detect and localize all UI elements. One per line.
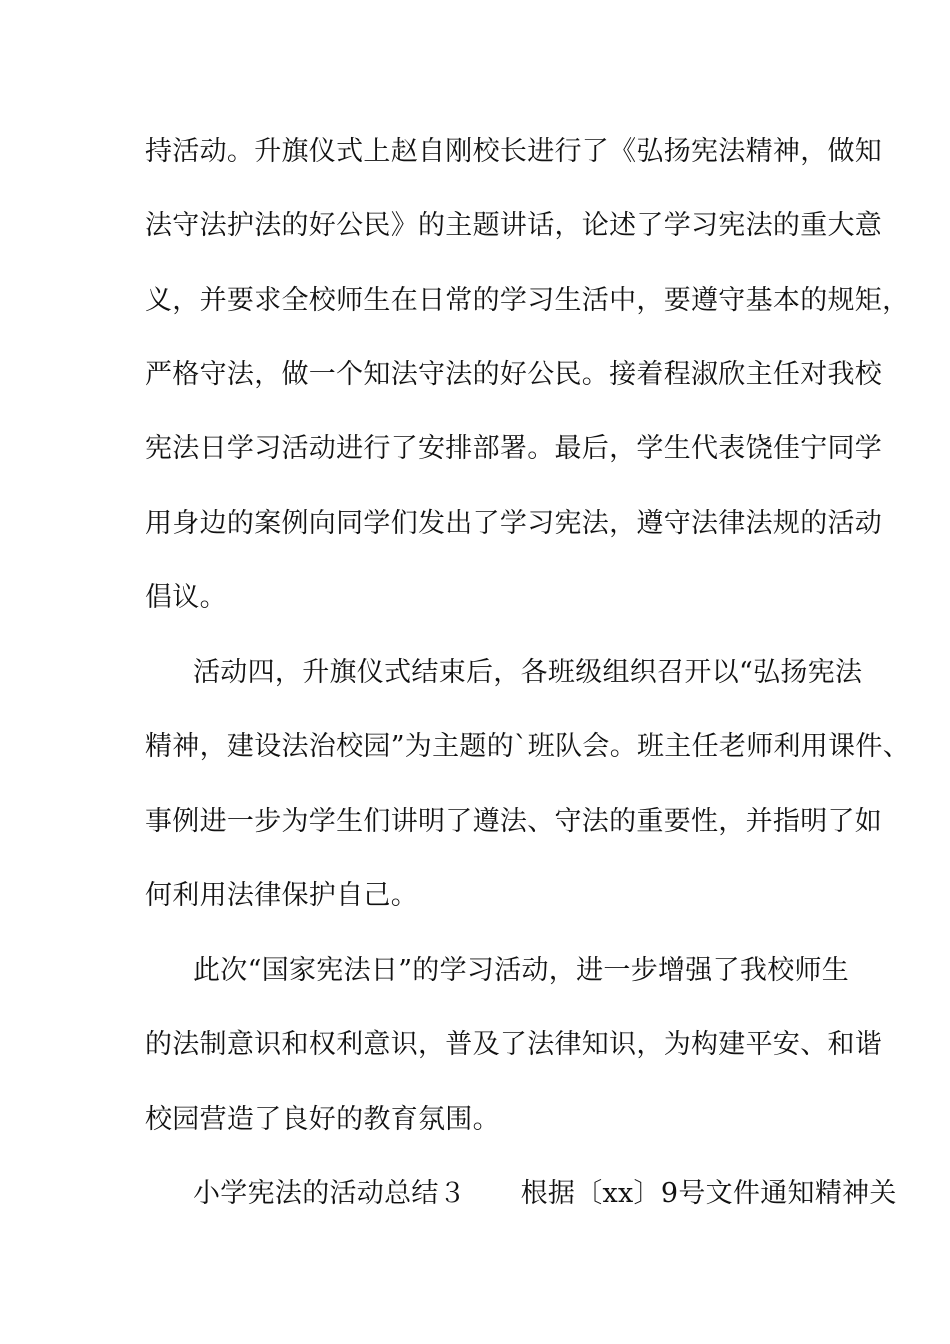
text-line: 倡议。 [145, 582, 227, 613]
text-line: 法守法护法的好公民》的主题讲话，论述了学习宪法的重大意 [145, 210, 883, 241]
text-line: 校园营造了良好的教育氛围。 [145, 1104, 500, 1135]
text-line: 持活动。升旗仪式上赵自刚校长进行了《弘扬宪法精神，做知 [145, 136, 883, 167]
text-line: 严格守法，做一个知法守法的好公民。接着程淑欣主任对我校 [145, 359, 883, 390]
text-line: 精神，建设法治校园”为主题的`班队会。班主任老师利用课件、 [145, 731, 911, 762]
paragraph-first-line: 此次“国家宪法日”的学习活动，进一步增强了我校师生 [193, 955, 850, 986]
text-line: 用身边的案例向同学们发出了学习宪法，遵守法律法规的活动 [145, 508, 883, 539]
text-line: 宪法日学习活动进行了安排部署。最后，学生代表饶佳宁同学 [145, 433, 883, 464]
paragraph-first-line: 活动四，升旗仪式结束后，各班级组织召开以“弘扬宪法 [193, 657, 863, 688]
text-line: 义，并要求全校师生在日常的学习生活中，要遵守基本的规矩， [145, 285, 910, 316]
text-line: 事例进一步为学生们讲明了遵法、守法的重要性，并指明了如 [145, 806, 883, 837]
text-line: 的法制意识和权利意识，普及了法律知识，为构建平安、和谐 [145, 1029, 883, 1060]
text-line: 何利用法律保护自己。 [145, 880, 418, 911]
section-heading-line: 小学宪法的活动总结３ 根据〔xx〕9号文件通知精神关 [193, 1178, 897, 1209]
